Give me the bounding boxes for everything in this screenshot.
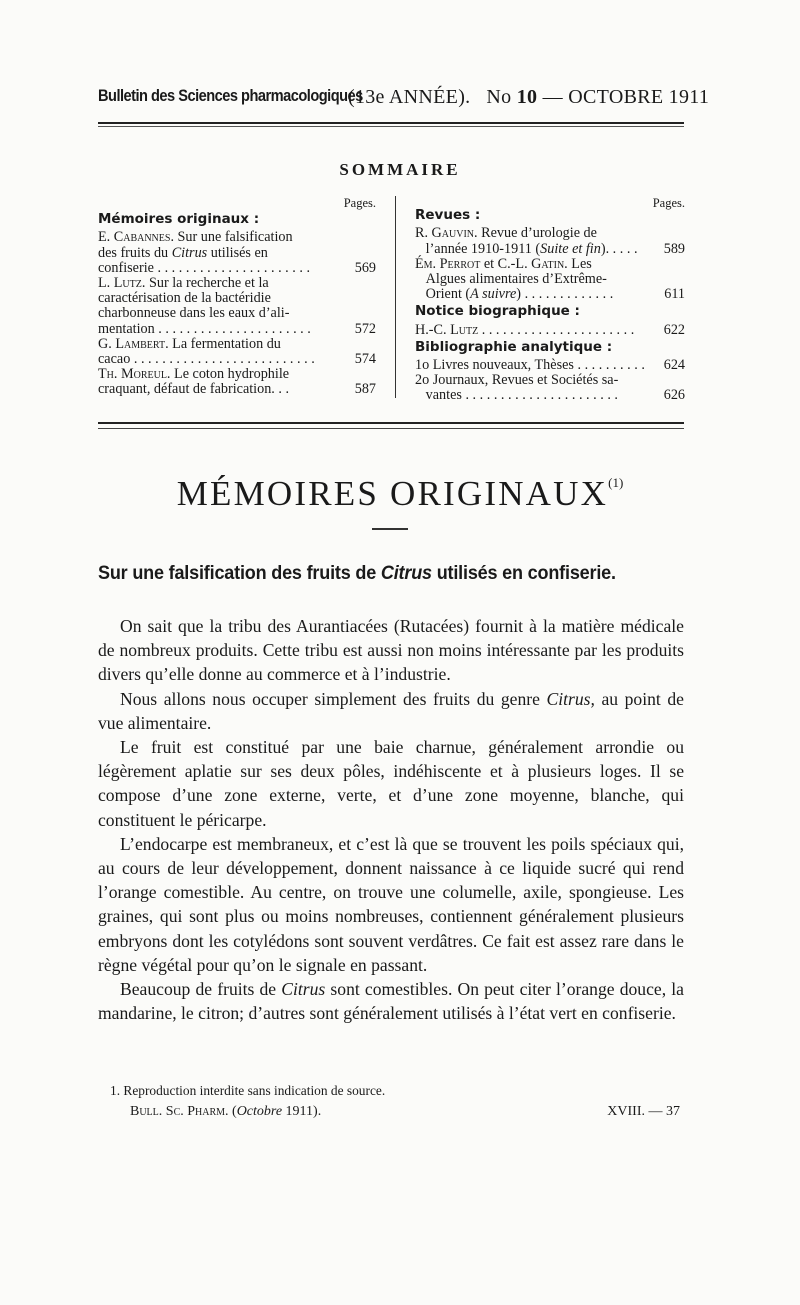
paragraph xyxy=(98,687,684,735)
toc-entry[interactable]: E. Cabannes. Sur une falsification des fruits du Citrus utilisés en confiserie . . . . . . . . . . . . . . . . . . . . . . 569 xyxy=(98,229,376,276)
issue-dash: — xyxy=(542,86,563,108)
footer-citation: Bull. Sc. Pharm. ( xyxy=(130,1104,237,1119)
pages-label: Pages. xyxy=(652,196,685,210)
toc-text: Les xyxy=(571,255,592,272)
issue-info xyxy=(348,86,709,109)
toc-page: 587 xyxy=(354,381,376,398)
toc-entry[interactable]: 1o Livres nouveaux, Thèses . . . . . . . . . . 624 xyxy=(415,357,685,374)
footnote-ref[interactable]: (1) xyxy=(608,475,624,490)
toc-text: l’année 1910-1911 ( xyxy=(425,241,541,257)
paragraph-text: Beaucoup de fruits de xyxy=(120,979,277,1000)
toc-text: Sur la recherche et la xyxy=(148,275,269,292)
toc-author: Th. Moreul. xyxy=(98,366,171,383)
paragraph-italic: Citrus xyxy=(281,979,326,1000)
paragraph: On sait que la tribu des Aurantiacées (Rutacées) fournit à la matière médicale de nombreux produits. Cette tribu est aussi non moins intéressante par les produits divers qu’elle donne au commerce et à l’industrie. xyxy=(98,616,684,685)
toc-entry[interactable]: Th. Moreul. Le coton hydrophile craquant, défaut de fabrication. . . 587 xyxy=(98,366,376,398)
toc-entry[interactable]: L. Lutz. Sur la recherche et la caractérisation de la bactéridie charbonneuse dans les eaux d’ali- mentation . . . . . . . . . . . . . . . . . . . . . . 572 xyxy=(98,275,376,337)
footnote: 1. Reproduction interdite sans indication de source. xyxy=(110,1083,386,1098)
sommaire-title: SOMMAIRE xyxy=(339,160,461,179)
toc-text: Algues alimentaires d’Extrême- xyxy=(425,271,607,288)
toc-author: C.-L. Gatin. xyxy=(497,255,568,272)
article-body xyxy=(98,614,684,1025)
toc-entry[interactable]: R. Gauvin. Revue d’urologie de l’année 1910-1911 (Suite et fin). . . . . 589 xyxy=(415,225,685,257)
toc-entry[interactable]: G. Lambert. La fermentation du cacao . . . . . . . . . . . . . . . . . . . . . . . . . . 574 xyxy=(98,335,376,368)
header-rule-thin xyxy=(98,126,684,127)
toc-text: vantes xyxy=(425,388,462,404)
toc-text: mentation xyxy=(98,321,155,337)
paragraph: Le fruit est constitué par une baie charnue, généralement arrondie ou légèrement aplatie sur ses deux pôles, indéhiscente et à plusieurs loges. Il se compose d’une zone externe, verte, et d’une zone moyenne, blanche, qui constituent le péricarpe. xyxy=(98,737,684,830)
toc-page: 622 xyxy=(663,321,685,338)
toc-text: des fruits du xyxy=(98,244,169,261)
toc-entry[interactable]: 2o Journaux, Revues et Sociétés sa- vantes . . . . . . . . . . . . . . . . . . . . . . 626 xyxy=(415,372,685,404)
toc-text: utilisés en xyxy=(210,244,268,261)
section-notice: Notice biographique : xyxy=(415,303,580,320)
main-title xyxy=(0,474,800,514)
sommaire-left-column xyxy=(98,196,376,398)
toc-page: 569 xyxy=(354,259,376,276)
toc-text: ) xyxy=(516,287,522,303)
toc-text: cacao xyxy=(98,352,131,368)
header-rule xyxy=(98,122,684,124)
article-title-italic: Citrus xyxy=(380,563,432,584)
issue-number-prefix: No xyxy=(486,86,512,108)
toc-entry[interactable]: H.-C. Lutz . . . . . . . . . . . . . . . . . . . . . . 622 xyxy=(415,321,685,338)
toc-text: 1o Livres nouveaux, Thèses xyxy=(415,358,574,374)
toc-entry[interactable]: Ém. Perrot et C.-L. Gatin. Les Algues alimentaires d’Extrême- Orient (A suivre) . . . . . . . . . . . . . 611 xyxy=(415,255,685,303)
toc-page: 626 xyxy=(663,387,685,404)
title-rule xyxy=(372,528,408,530)
toc-text: Le coton hydrophile xyxy=(174,366,290,383)
toc-italic: Suite et fin xyxy=(540,241,601,257)
toc-text: La fermentation du xyxy=(172,335,281,352)
main-title-text: MÉMOIRES ORIGINAUX xyxy=(176,474,609,513)
toc-text: ). xyxy=(600,241,610,257)
page-footer xyxy=(130,1104,690,1120)
toc-author: E. Cabannes. xyxy=(98,229,174,246)
footer-citation: 1911). xyxy=(285,1104,322,1119)
paragraph xyxy=(98,977,684,1025)
toc-text: et xyxy=(483,255,495,272)
section-rule xyxy=(98,422,684,424)
toc-italic: A suivre xyxy=(470,287,517,303)
toc-author: H.-C. Lutz xyxy=(415,322,479,338)
article-title xyxy=(98,563,653,585)
toc-author: L. Lutz. xyxy=(98,275,146,292)
footer-citation-italic: Octobre xyxy=(236,1104,283,1119)
toc-text: craquant, défaut de fabrication. xyxy=(98,382,275,398)
journal-name: Bulletin des Sciences pharmacologiques xyxy=(98,86,363,105)
paragraph-italic: Citrus, xyxy=(546,688,595,709)
toc-page: 574 xyxy=(354,351,376,368)
issue-year: (13e ANNÉE). xyxy=(348,86,471,108)
toc-text: Revue d’urologie de xyxy=(481,225,597,242)
footer-signature: XVIII. — 37 xyxy=(607,1104,680,1119)
toc-text: confiserie xyxy=(98,260,154,276)
toc-text: 2o Journaux, Revues et Sociétés sa- xyxy=(415,372,619,389)
paragraph-text: Nous allons nous occuper simplement des fruits du genre xyxy=(120,688,540,709)
paragraph-text: au point de vue alimentaire. xyxy=(98,688,684,733)
toc-text: charbonneuse dans les eaux d’ali- xyxy=(98,305,290,322)
column-divider xyxy=(395,196,396,398)
toc-text: Orient ( xyxy=(425,287,471,303)
toc-page: 572 xyxy=(354,320,376,337)
sommaire-right-column xyxy=(415,196,685,404)
running-header xyxy=(98,86,710,114)
toc-text: caractérisation de la bactéridie xyxy=(98,290,271,307)
issue-date: OCTOBRE 1911 xyxy=(568,86,710,108)
toc-page: 589 xyxy=(663,240,685,257)
issue-number: 10 xyxy=(516,86,538,108)
toc-author: Ém. Perrot xyxy=(415,255,481,272)
section-memoires: Mémoires originaux : xyxy=(98,211,260,228)
section-rule-thin xyxy=(98,428,684,429)
pages-label: Pages. xyxy=(343,196,376,210)
toc-page: 611 xyxy=(664,286,685,303)
section-revues: Revues : xyxy=(415,207,481,224)
article-title-text: utilisés en confiserie. xyxy=(436,563,616,584)
paragraph: L’endocarpe est membraneux, et c’est là que se trouvent les poils spéciaux qui, au cours de leur développement, donnent naissance à ce liquide sucré qui rend l’orange comestible. Au centre, on trouve une columelle, axile, spongieuse. Les graines, qui sont plus ou moins nombreuses, contiennent généralement plusieurs embryons dont les cotylédons sont souvent verdâtres. Ce fait est assez rare dans le règne végétal pour qu’on le signale en passant. xyxy=(98,833,684,975)
toc-italic: Citrus xyxy=(171,244,208,261)
section-bibliographie: Bibliographie analytique : xyxy=(415,338,613,355)
article-title-text: Sur une falsification des fruits de xyxy=(98,563,377,584)
paragraph-text: sont comestibles. On peut citer l’orange douce, la mandarine, le citron; d’autres sont généralement utilisés à l’état vert en confiserie. xyxy=(98,979,684,1024)
toc-author: G. Lambert. xyxy=(98,335,169,352)
toc-text: Sur une falsification xyxy=(177,229,293,246)
toc-author: R. Gauvin. xyxy=(415,225,478,242)
toc-page: 624 xyxy=(663,357,685,374)
